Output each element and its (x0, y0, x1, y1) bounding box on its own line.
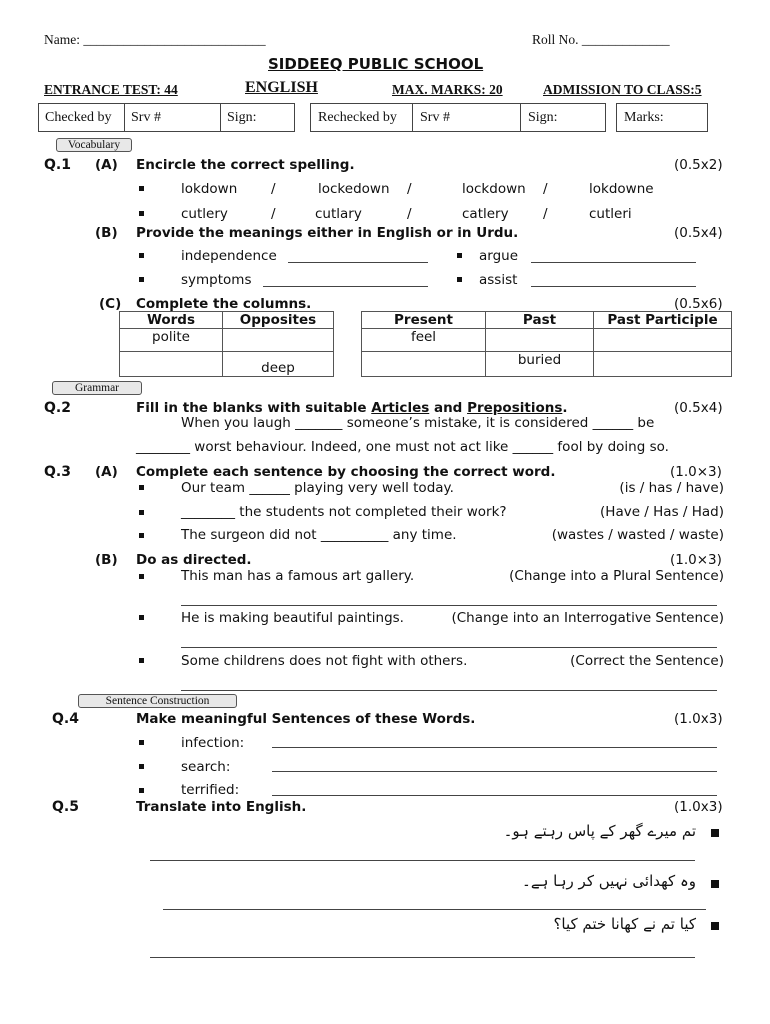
table-cell: deep (223, 352, 334, 377)
bullet (139, 764, 144, 769)
question-text: Do as directed. (136, 552, 252, 568)
bullet (139, 658, 144, 663)
table-cell (223, 329, 334, 352)
bullet (139, 277, 144, 282)
table-cell: polite (120, 329, 223, 352)
sentence: The surgeon did not __________ any time. (181, 527, 457, 543)
answer-line (272, 795, 717, 796)
test-number: ENTRANCE TEST: 44 (44, 82, 178, 97)
school-title: SIDDEEQ PUBLIC SCHOOL (268, 55, 484, 73)
bullet (139, 533, 144, 538)
table-header: Past Participle (594, 312, 732, 329)
spelling-option: cutleri (589, 206, 632, 222)
spelling-option: cutlery (181, 206, 228, 222)
sentence-construction-section-tag: Sentence Construction (78, 694, 237, 708)
instruction: (Correct the Sentence) (570, 653, 724, 669)
table-header: Words (120, 312, 223, 329)
question-number: Q.4 (52, 711, 79, 727)
question-number: Q.5 (52, 799, 79, 815)
spelling-option: lokdown (181, 181, 238, 197)
part-label: (C) (99, 296, 122, 312)
urdu-sentence: کیا تم نے کھانا ختم کیا؟ (553, 915, 696, 933)
bullet (139, 615, 144, 620)
vocabulary-word: argue (479, 248, 519, 264)
vocabulary-word: symptoms (181, 272, 252, 288)
name-field-label: Name: ___________________________ (44, 32, 266, 47)
part-label: (A) (95, 464, 118, 480)
question-text: Fill in the blanks with suitable Articles and Prepositions. (136, 400, 568, 416)
separator: / (271, 181, 276, 197)
question-text: Translate into English. (136, 799, 307, 815)
part-label: (A) (95, 157, 118, 173)
separator: / (271, 206, 276, 222)
bullet (139, 211, 144, 216)
sentence: ________ the students not completed their work? (181, 504, 507, 520)
bullet (139, 253, 144, 258)
instruction: (Change into a Plural Sentence) (509, 568, 724, 584)
sentence: Some childrens does not fight with others. (181, 653, 468, 669)
spelling-option: lockdown (462, 181, 526, 197)
question-text: Encircle the correct spelling. (136, 157, 355, 173)
table-cell: feel (362, 329, 486, 352)
sentence: He is making beautiful paintings. (181, 610, 404, 626)
answer-line (163, 909, 706, 910)
answer-line (531, 262, 696, 263)
vocabulary-word: terrified: (181, 782, 240, 798)
srv-label: Srv # (420, 110, 450, 125)
marks-allocation: (0.5x4) (674, 225, 723, 241)
bullet (457, 253, 462, 258)
srv-label: Srv # (131, 110, 161, 125)
question-text: Make meaningful Sentences of these Words. (136, 711, 476, 727)
vocabulary-word: assist (479, 272, 518, 288)
table-header: Present (362, 312, 486, 329)
bullet (711, 922, 719, 930)
separator: / (543, 181, 548, 197)
grammar-section-tag: Grammar (52, 381, 142, 395)
sign-label: Sign: (528, 110, 558, 125)
sentence: Our team ______ playing very well today. (181, 480, 454, 496)
part-label: (B) (95, 552, 118, 568)
instruction: (Change into an Interrogative Sentence) (451, 610, 724, 626)
rechecked-by-label: Rechecked by (318, 110, 397, 125)
bullet (711, 880, 719, 888)
fill-blank-line: When you laugh _______ someone’s mistake, it is considered ______ be (181, 415, 655, 431)
bullet (457, 277, 462, 282)
fill-blank-line: ________ worst behaviour. Indeed, one must not act like ______ fool by doing so. (136, 439, 669, 455)
table-cell (120, 352, 223, 377)
answer-line (288, 262, 428, 263)
divider (124, 103, 125, 132)
table-header: Opposites (223, 312, 334, 329)
urdu-sentence: تم میرے گھر کے پاس رہتے ہو۔ (503, 822, 696, 840)
vocabulary-word: infection: (181, 735, 245, 751)
word-choices: (is / has / have) (619, 480, 724, 496)
spelling-option: cutlary (315, 206, 362, 222)
marks-allocation: (1.0x3) (674, 799, 723, 815)
table-cell (594, 329, 732, 352)
marks-allocation: (0.5x2) (674, 157, 723, 173)
subject-title: ENGLISH (245, 79, 318, 96)
vocabulary-section-tag: Vocabulary (56, 138, 132, 152)
vocabulary-word: independence (181, 248, 277, 264)
marks-allocation: (0.5x4) (674, 400, 723, 416)
table-header: Past (486, 312, 594, 329)
separator: / (407, 181, 412, 197)
question-number: Q.1 (44, 157, 71, 173)
bullet (139, 788, 144, 793)
separator: / (543, 206, 548, 222)
prepositions-word: Prepositions (467, 400, 563, 416)
answer-line (272, 747, 717, 748)
table-cell (362, 352, 486, 377)
word-choices: (Have / Has / Had) (600, 504, 724, 520)
bullet (711, 829, 719, 837)
divider (412, 103, 413, 132)
answer-line (150, 957, 695, 958)
checked-by-label: Checked by (45, 110, 112, 125)
table-cell: buried (486, 352, 594, 377)
admission-class: ADMISSION TO CLASS:5 (543, 82, 702, 97)
divider (520, 103, 521, 132)
answer-line (150, 860, 695, 861)
vocabulary-word: search: (181, 759, 231, 775)
divider (220, 103, 221, 132)
bullet (139, 574, 144, 579)
marks-allocation: (1.0×3) (670, 552, 722, 568)
answer-line (263, 286, 428, 287)
answer-line (181, 690, 717, 691)
table-cell (594, 352, 732, 377)
spelling-option: lockedown (318, 181, 390, 197)
marks-label: Marks: (624, 110, 664, 125)
separator: / (407, 206, 412, 222)
roll-number-label: Roll No. _____________ (532, 32, 670, 47)
word-choices: (wastes / wasted / waste) (551, 527, 724, 543)
spelling-option: catlery (462, 206, 509, 222)
articles-word: Articles (371, 400, 430, 416)
verb-forms-table (361, 311, 732, 377)
answer-line (272, 771, 717, 772)
marks-allocation: (0.5x6) (674, 296, 723, 312)
opposites-table (119, 311, 334, 377)
part-label: (B) (95, 225, 118, 241)
question-text: Complete each sentence by choosing the correct word. (136, 464, 556, 480)
question-text: Complete the columns. (136, 296, 312, 312)
question-number: Q.2 (44, 400, 71, 416)
bullet (139, 186, 144, 191)
table-cell (486, 329, 594, 352)
answer-line (181, 647, 717, 648)
question-text: Provide the meanings either in English or in Urdu. (136, 225, 519, 241)
bullet (139, 485, 144, 490)
question-number: Q.3 (44, 464, 71, 480)
marks-allocation: (1.0×3) (670, 464, 722, 480)
answer-line (181, 605, 717, 606)
max-marks: MAX. MARKS: 20 (392, 82, 503, 97)
bullet (139, 510, 144, 515)
spelling-option: lokdowne (589, 181, 654, 197)
bullet (139, 740, 144, 745)
urdu-sentence: وہ کھدائی نہیں کر رہا ہے۔ (522, 872, 696, 890)
marks-allocation: (1.0x3) (674, 711, 723, 727)
sign-label: Sign: (227, 110, 257, 125)
sentence: This man has a famous art gallery. (181, 568, 415, 584)
answer-line (531, 286, 696, 287)
